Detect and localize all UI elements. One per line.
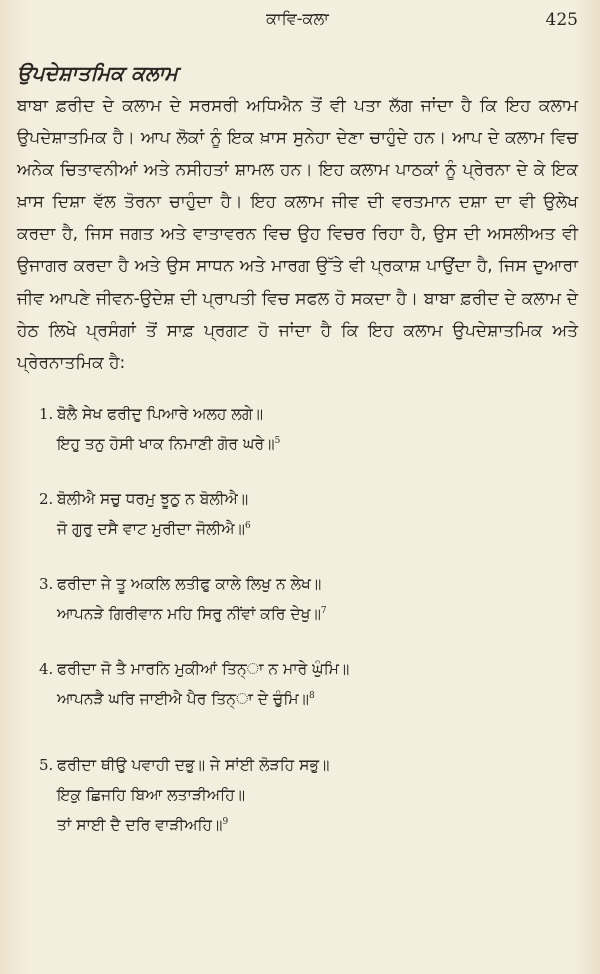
verse-number: 1. — [39, 404, 54, 423]
footnote-ref: 6 — [244, 520, 251, 531]
running-header — [17, 0, 578, 40]
verse-line-text: ਤਾਂ ਸਾਈ ਦੈ ਦਰਿ ਵਾੜੀਅਹਿ॥ — [57, 815, 223, 834]
verse-line-last — [57, 684, 578, 714]
verse-number: 3. — [39, 574, 54, 593]
verse-line-text: ਆਪਨੜੇ ਗਿਰੀਵਾਨ ਮਹਿ ਸਿਰੁ ਨੀਂਵਾਂ ਕਰਿ ਦੇਖੁ॥ — [57, 604, 321, 623]
verse-number: 2. — [39, 489, 54, 508]
verse-number: 4. — [39, 659, 54, 678]
running-title: ਕਾਵਿ-ਕਲਾ — [266, 9, 329, 28]
verse-line-last — [57, 599, 578, 629]
verse-line-last — [57, 429, 578, 459]
verse-line: ਫਰੀਦਾ ਜੇ ਤੂ ਅਕਲਿ ਲਤੀਫੁ ਕਾਲੇ ਲਿਖੁ ਨ ਲੇਖ॥ — [57, 574, 322, 593]
verse-line-text: ਜੋ ਗੁਰੁ ਦਸੈ ਵਾਟ ਮੁਰੀਦਾ ਜੋਲੀਐ॥ — [57, 519, 245, 538]
footnote-ref: 8 — [308, 690, 315, 701]
body-paragraph: ਬਾਬਾ ਫ਼ਰੀਦ ਦੇ ਕਲਾਮ ਦੇ ਸਰਸਰੀ ਅਧਿਐਨ ਤੋਂ ਵੀ ਪਤਾ ਲੱਗ ਜਾਂਦਾ ਹੈ ਕਿ ਇਹ ਕਲਾਮ ਉਪਦੇਸ਼ਾਤਮਿਕ ਹੈ। ਆਪ ਲੋਕਾਂ ਨੂੰ ਇਕ ਖ਼ਾਸ ਸੁਨੇਹਾ ਦੇਣਾ ਚਾਹੁੰਦੇ ਹਨ। ਆਪ ਦੇ ਕਲਾਮ ਵਿਚ ਅਨੇਕ ਚਿਤਾਵਨੀਆਂ ਅਤੇ ਨਸੀਹਤਾਂ ਸ਼ਾਮਲ ਹਨ। ਇਹ ਕਲਾਮ ਪਾਠਕਾਂ ਨੂੰ ਪ੍ਰੇਰਨਾ ਦੇ ਕੇ ਇਕ ਖ਼ਾਸ ਦਿਸ਼ਾ ਵੱਲ ਤੋਰਨਾ ਚਾਹੁੰਦਾ ਹੈ। ਇਹ ਕਲਾਮ ਜੀਵ ਦੀ ਵਰਤਮਾਨ ਦਸ਼ਾ ਦਾ ਵੀ ਉਲੇਖ ਕਰਦਾ ਹੈ, ਜਿਸ ਜਗਤ ਅਤੇ ਵਾਤਾਵਰਨ ਵਿਚ ਉਹ ਵਿਚਰ ਰਿਹਾ ਹੈ, ਉਸ ਦੀ ਅਸਲੀਅਤ ਵੀ ਉਜਾਗਰ ਕਰਦਾ ਹੈ ਅਤੇ ਉਸ ਸਾਧਨ ਅਤੇ ਮਾਰਗ ਉੱਤੇ ਵੀ ਪ੍ਰਕਾਸ਼ ਪਾਉਂਦਾ ਹੈ, ਜਿਸ ਦੁਆਰਾ ਜੀਵ ਆਪਣੇ ਜੀਵਨ-ਉਦੇਸ਼ ਦੀ ਪ੍ਰਾਪਤੀ ਵਿਚ ਸਫਲ ਹੋ ਸਕਦਾ ਹੈ। ਬਾਬਾ ਫ਼ਰੀਦ ਦੇ ਕਲਾਮ ਦੇ ਹੇਠ ਲਿਖੇ ਪ੍ਰਸੰਗਾਂ ਤੋਂ ਸਾਫ਼ ਪ੍ਰਗਟ ਹੋ ਜਾਂਦਾ ਹੈ ਕਿ ਇਹ ਕਲਾਮ ਉਪਦੇਸ਼ਾਤਮਿਕ ਅਤੇ ਪ੍ਰੇਰਨਾਤਮਿਕ ਹੈ: — [17, 96, 578, 373]
verse-item — [17, 399, 578, 459]
verse-list — [17, 399, 578, 840]
verse-line: ਫਰੀਦਾ ਜੋ ਤੈ ਮਾਰਨਿ ਮੁਕੀਆਂ ਤਿਨ੍ਾ ਨ ਮਾਰੇ ਘੁੰਮਿ॥ — [57, 659, 350, 678]
verse-line-last — [57, 810, 578, 840]
verse-item — [17, 484, 578, 544]
footnote-ref: 9 — [222, 816, 229, 827]
verse-line: ਬੋਲੀਐ ਸਚੁ ਧਰਮੁ ਝੂਠੁ ਨ ਬੋਲੀਐ॥ — [57, 489, 249, 508]
verse-item — [17, 750, 578, 840]
verse-line: ਫਰੀਦਾ ਥੀਉ ਪਵਾਹੀ ਦਭੁ॥ ਜੇ ਸਾਂਈ ਲੋੜਹਿ ਸਭੁ॥ — [57, 755, 330, 774]
verse-line: ਇਕੁ ਛਿਜਹਿ ਬਿਆ ਲਤਾੜੀਅਹਿ॥ — [57, 785, 246, 804]
verse-item — [17, 569, 578, 629]
verse-line: ਬੋਲੈ ਸੇਖ ਫਰੀਦੁ ਪਿਆਰੇ ਅਲਹ ਲਗੇ॥ — [57, 404, 264, 423]
verse-line-text: ਆਪਨੜੈ ਘਰਿ ਜਾਈਐ ਪੈਰ ਤਿਨ੍ਾ ਦੇ ਚੁੰਮਿ॥ — [57, 689, 309, 708]
page-number: 425 — [545, 10, 578, 30]
section-heading: ਉਪਦੇਸ਼ਾਤਮਿਕ ਕਲਾਮ — [17, 61, 178, 85]
footnote-ref: 5 — [274, 435, 281, 446]
verse-line-last — [57, 514, 578, 544]
verse-item — [17, 654, 578, 714]
verse-number: 5. — [39, 755, 54, 774]
verse-line-text: ਇਹੁ ਤਨੁ ਹੋਸੀ ਖਾਕ ਨਿਮਾਣੀ ਗੋਰ ਘਰੇ॥ — [57, 434, 275, 453]
footnote-ref: 7 — [320, 605, 327, 616]
